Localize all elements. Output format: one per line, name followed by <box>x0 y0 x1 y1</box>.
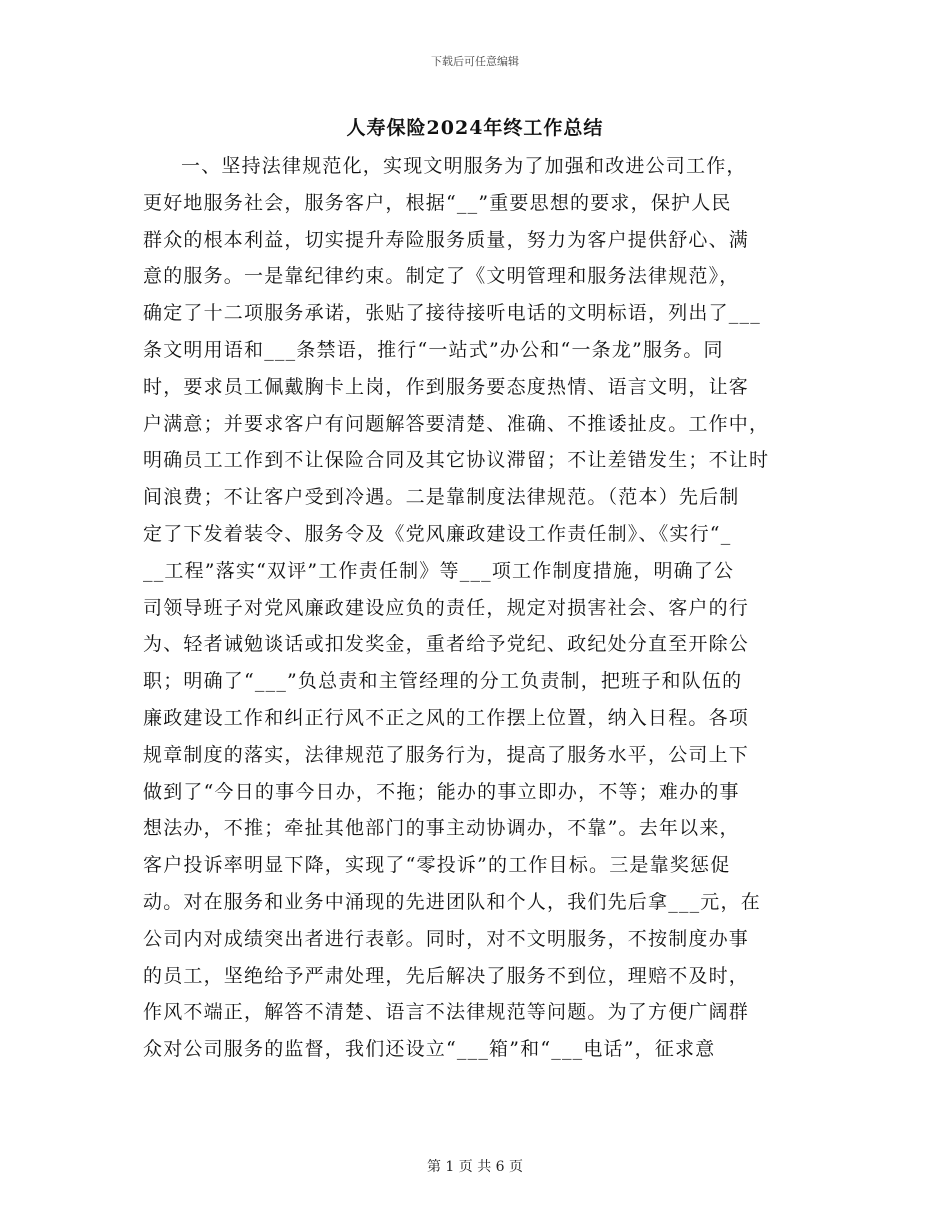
page-header-note: 下载后可任意编辑 <box>431 55 519 68</box>
body-line-24: 作风不端正，解答不清楚、语言不法律规范等问题。为了方便广阔群 <box>143 1001 750 1024</box>
body-line-23: 的员工，坚绝给予严肃处理，先后解决了服务不到位，理赔不及时， <box>143 964 750 987</box>
body-line-18: 做到了“今日的事今日办，不拖；能办的事立即办，不等；难办的事 <box>143 780 740 803</box>
document-body <box>143 148 805 1068</box>
body-line-10: 间浪费；不让客户受到冷遇。二是靠制度法律规范。（范本）先后制 <box>143 486 740 509</box>
body-line-22: 公司内对成绩突出者进行表彰。同时，对不文明服务，不按制度办事 <box>143 927 750 950</box>
body-line-2: 更好地服务社会，服务客户，根据“__”重要思想的要求，保护人民 <box>143 191 732 214</box>
body-line-14: 为、轻者诫勉谈话或扣发奖金，重者给予党纪、政纪处分直至开除公 <box>143 633 750 656</box>
body-line-6: 条文明用语和___条禁语，推行“一站式”办公和“一条龙”服务。同 <box>143 338 724 361</box>
body-line-16: 廉政建设工作和纠正行风不正之风的工作摆上位置，纳入日程。各项 <box>143 706 750 729</box>
body-line-21: 动。对在服务和业务中涌现的先进团队和个人，我们先后拿___元，在 <box>143 890 761 913</box>
body-line-9: 明确员工工作到不让保险合同及其它协议滞留；不让差错发生；不让时 <box>143 449 770 472</box>
document-title: 人寿保险2024年终工作总结 <box>346 117 604 139</box>
body-line-17: 规章制度的落实，法律规范了服务行为，提高了服务水平，公司上下 <box>143 743 750 766</box>
body-line-19: 想法办，不推；牵扯其他部门的事主动协调办，不靠”。去年以来， <box>143 817 740 840</box>
body-line-13: 司领导班子对党风廉政建设应负的责任，规定对损害社会、客户的行 <box>143 596 750 619</box>
body-line-4: 意的服务。一是靠纪律约束。制定了《文明管理和服务法律规范》， <box>143 265 740 288</box>
body-line-5: 确定了十二项服务承诺，张贴了接待接听电话的文明标语，列出了___ <box>143 302 761 325</box>
body-line-15: 职；明确了“___”负总责和主管经理的分工负责制，把班子和队伍的 <box>143 670 743 693</box>
body-line-7: 时，要求员工佩戴胸卡上岗，作到服务要态度热情、语言文明，让客 <box>143 375 750 398</box>
body-line-8: 户满意；并要求客户有问题解答要清楚、准确、不推诿扯皮。工作中， <box>143 412 770 435</box>
body-line-20: 客户投诉率明显下降，实现了“零投诉”的工作目标。三是靠奖惩促 <box>143 854 731 877</box>
page-number: 第 1 页 共 6 页 <box>426 1159 524 1175</box>
body-line-3: 群众的根本利益，切实提升寿险服务质量，努力为客户提供舒心、满 <box>143 228 750 251</box>
body-line-12: __工程”落实“双评”工作责任制》等___项工作制度措施，明确了公 <box>143 559 735 582</box>
body-line-25: 众对公司服务的监督，我们还设立“___箱”和“___电话”，征求意 <box>143 1038 716 1061</box>
body-line-1: 一、坚持法律规范化，实现文明服务为了加强和改进公司工作， <box>181 155 747 177</box>
body-line-11: 定了下发着装令、服务令及《党风廉政建设工作责任制》、《实行“_ <box>143 522 732 545</box>
